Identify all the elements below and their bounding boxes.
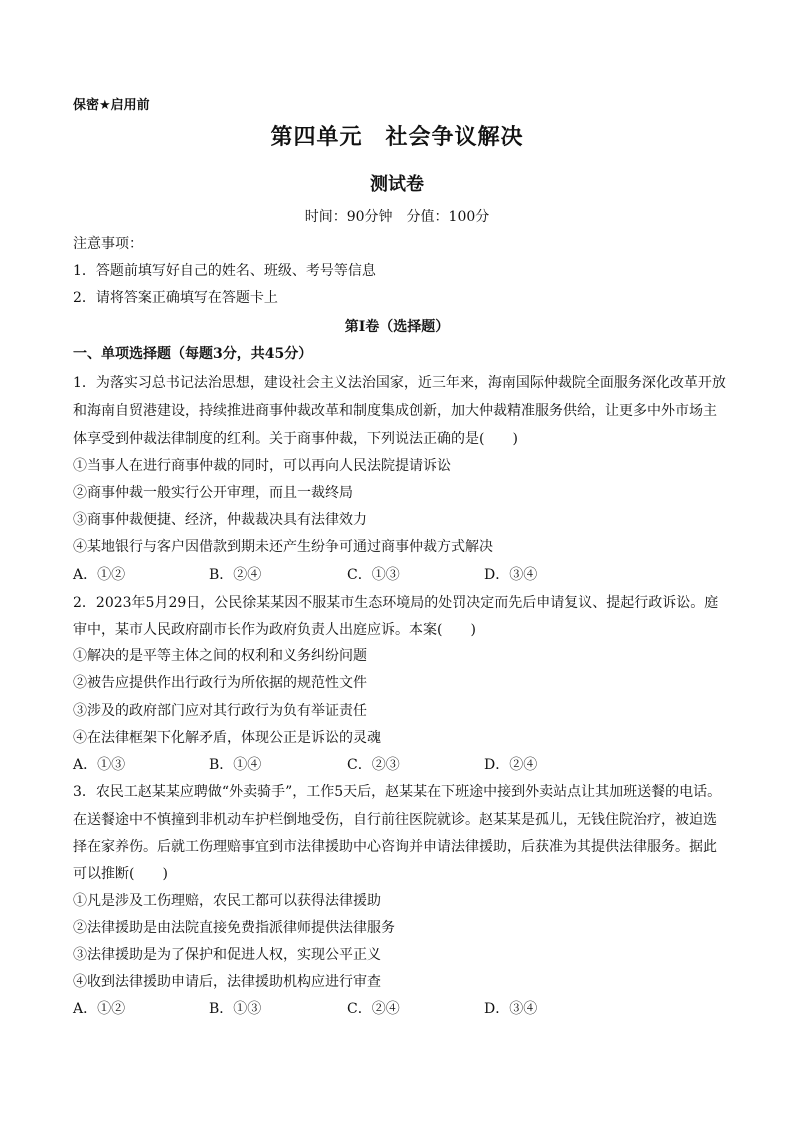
option-d[interactable]: D．②④ <box>484 757 538 773</box>
time-score-info: 时间：90分钟 分值：100分 <box>304 209 490 225</box>
question-1-text: 体享受到仲裁法律制度的红利。关于商事仲裁，下列说法正确的是( ) <box>73 431 518 447</box>
question-2-text: 2．2023年5月29日，公民徐某某因不服某市生态环境局的处罚决定而先后申请复议、提起行政诉讼。庭 <box>73 595 719 611</box>
option-c[interactable]: C．②④ <box>347 1001 400 1017</box>
volume-title: 第Ⅰ卷（选择题） <box>344 319 450 335</box>
option-a[interactable]: A．①③ <box>73 757 126 773</box>
note-item: 1．答题前填写好自己的姓名、班级、考号等信息 <box>73 263 376 279</box>
question-2-statement: ③涉及的政府部门应对其行政行为负有举证责任 <box>73 703 367 719</box>
page-subtitle: 测试卷 <box>370 174 424 195</box>
question-3-statement: ①凡是涉及工伤理赔，农民工都可以获得法律援助 <box>73 893 381 909</box>
question-3-statement: ③法律援助是为了保护和促进人权，实现公平正义 <box>73 947 381 963</box>
option-a[interactable]: A．①② <box>73 567 126 583</box>
question-2-statement: ②被告应提供作出行政行为所依据的规范性文件 <box>73 675 367 691</box>
option-b[interactable]: B．①③ <box>209 1001 262 1017</box>
question-1-statement: ④某地银行与客户因借款到期未还产生纷争可通过商事仲裁方式解决 <box>73 539 493 555</box>
question-1-text: 1．为落实习总书记法治思想，建设社会主义法治国家，近三年来，海南国际仲裁院全面服务深化改革开放 <box>73 375 726 391</box>
secret-mark: 保密★启用前 <box>73 98 150 113</box>
option-b[interactable]: B．②④ <box>209 567 262 583</box>
option-d[interactable]: D．③④ <box>484 1001 538 1017</box>
option-c[interactable]: C．①③ <box>347 567 400 583</box>
question-3-statement: ④收到法律援助申请后，法律援助机构应进行审查 <box>73 974 381 990</box>
question-1-text: 和海南自贸港建设，持续推进商事仲裁改革和制度集成创新，加大仲裁精准服务供给，让更多中外市场主 <box>73 403 717 419</box>
question-2-statement: ④在法律框架下化解矛盾，体现公正是诉讼的灵魂 <box>73 730 381 746</box>
part-title: 一、单项选择题（每题3分，共45分） <box>73 346 313 362</box>
question-3-text: 可以推断( ) <box>73 866 168 882</box>
question-3-text: 在送餐途中不慎撞到非机动车护栏倒地受伤，自行前往医院就诊。赵某某是孤儿，无钱住院治疗，被迫选 <box>73 812 717 828</box>
option-c[interactable]: C．②③ <box>347 757 400 773</box>
page-title: 第四单元 社会争议解决 <box>270 125 524 150</box>
question-2-statement: ①解决的是平等主体之间的权利和义务纠纷问题 <box>73 648 367 664</box>
question-1-statement: ②商事仲裁一般实行公开审理，而且一裁终局 <box>73 485 353 501</box>
question-3-statement: ②法律援助是由法院直接免费指派律师提供法律服务 <box>73 920 395 936</box>
note-item: 2．请将答案正确填写在答题卡上 <box>73 290 278 306</box>
question-1-statement: ①当事人在进行商事仲裁的同时，可以再向人民法院提请诉讼 <box>73 458 451 474</box>
question-3-text: 择在家养伤。后就工伤理赔事宜到市法律援助中心咨询并申请法律援助，后获准为其提供法律服务。据此 <box>73 839 717 855</box>
option-b[interactable]: B．①④ <box>209 757 262 773</box>
notes-heading: 注意事项： <box>73 236 143 252</box>
option-d[interactable]: D．③④ <box>484 567 538 583</box>
question-1-statement: ③商事仲裁便捷、经济，仲裁裁决具有法律效力 <box>73 512 367 528</box>
option-a[interactable]: A．①② <box>73 1001 126 1017</box>
question-2-text: 审中，某市人民政府副市长作为政府负责人出庭应诉。本案( ) <box>73 622 476 638</box>
question-3-text: 3．农民工赵某某应聘做“外卖骑手”，工作5天后，赵某某在下班途中接到外卖站点让其加班送餐的电话。 <box>73 784 722 800</box>
